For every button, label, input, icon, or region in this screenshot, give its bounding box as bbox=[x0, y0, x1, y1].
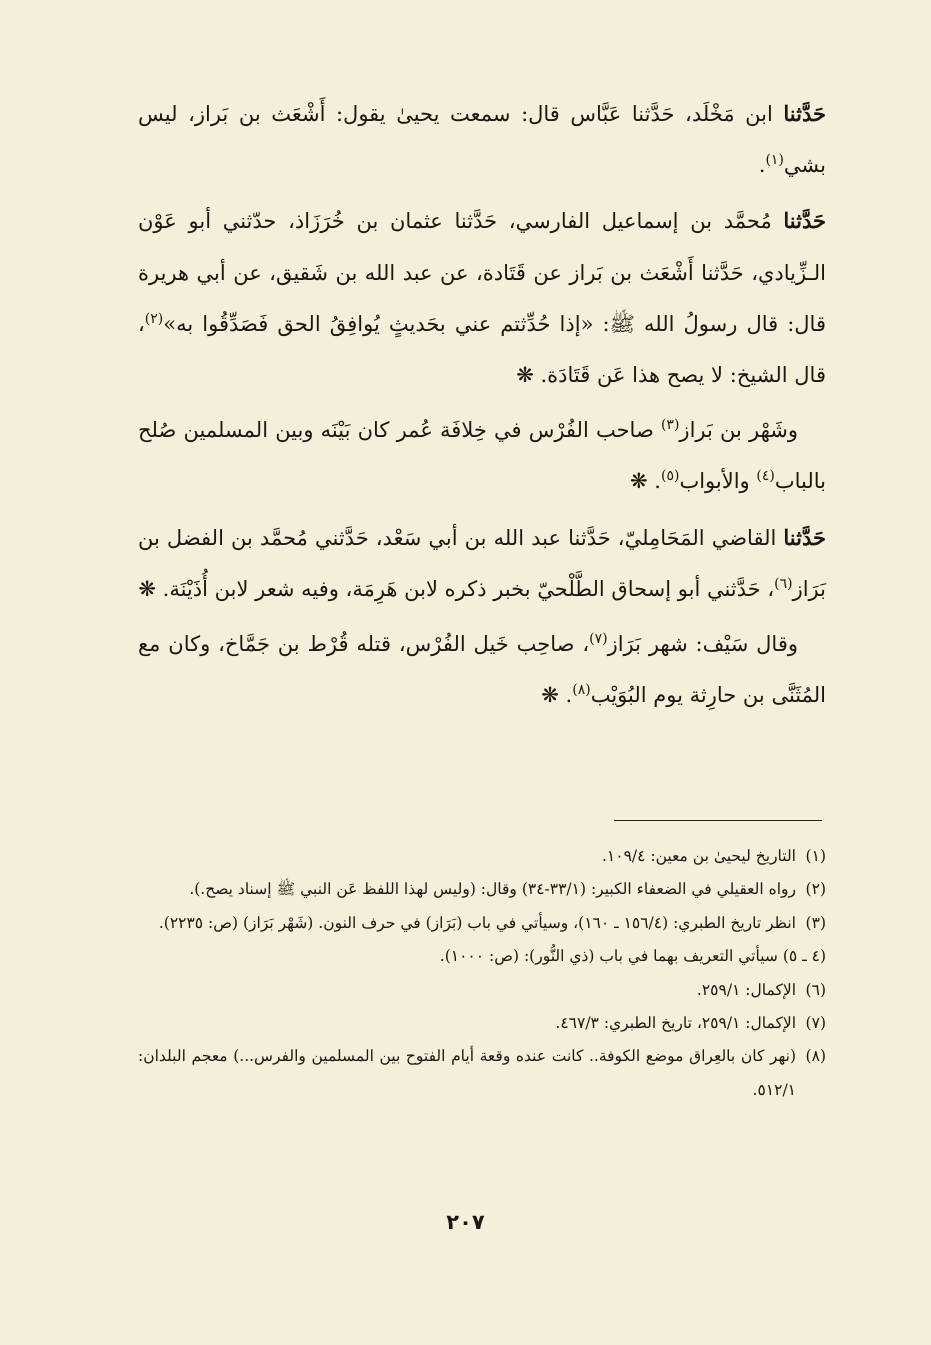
footnote-number: (٦) bbox=[805, 980, 826, 999]
paragraph-lead-word: حَدَّثنا bbox=[783, 101, 826, 126]
footnotes bbox=[138, 840, 826, 1107]
paragraph-text: صاحب الفُرْس في خِلافَة عُمر كان بَيْنَه وبين المسلمين صُلح بالباب bbox=[138, 418, 826, 494]
footnote-number: (٧) bbox=[805, 1014, 826, 1033]
footnote-text: سيأتي التعريف بهما في باب (ذي النُّور): (ص: ١٠٠٠). bbox=[439, 947, 778, 966]
footnote-number: (٢) bbox=[805, 880, 826, 899]
paragraph-text: ابن مَخْلَد، حَدَّثنا عَبَّاس قال: سمعت يحيىٰ يقول: أَشْعَث بن بَراز، ليس بشي bbox=[138, 102, 826, 178]
paragraph-end: . ❋ bbox=[630, 469, 661, 494]
paragraph-1 bbox=[138, 88, 826, 191]
footnote-text: التاريخ ليحيىٰ بن معين: ١٠٩/٤. bbox=[601, 847, 796, 865]
footnote-divider bbox=[614, 820, 822, 821]
footnote-marker: (٢) bbox=[144, 310, 164, 327]
footnote bbox=[138, 1007, 826, 1040]
paragraph-end: . bbox=[758, 153, 766, 178]
footnote bbox=[138, 1040, 826, 1107]
paragraph-4 bbox=[138, 512, 826, 615]
footnote-text: الإكمال: ٢٥٩/١. bbox=[696, 980, 796, 999]
footnote bbox=[138, 940, 826, 973]
footnote-text: الإكمال: ٢٥٩/١، تاريخ الطبري: ٤٦٧/٣. bbox=[555, 1014, 796, 1033]
paragraph-text: والأبواب bbox=[679, 469, 757, 494]
footnote bbox=[138, 907, 826, 940]
paragraph-end: . ❋ bbox=[541, 683, 573, 708]
paragraph-end: ، قال الشيخ: لا يصح هذا عَن قَتَادَة. ❋ bbox=[138, 311, 826, 388]
paragraph-text: وشَهْر بن بَراز bbox=[679, 418, 798, 443]
footnote-number: (٣) bbox=[805, 913, 826, 932]
paragraph-text: ، صاحِب خَيل الفُرْس، قتله قُرْط بن جَمَّاخ، وكان مع المُثَنَّى بن حارِثة يوم البُوَيْب bbox=[138, 632, 826, 708]
paragraph-text: القاضي المَحَامِليّ، حَدَّثنا عبد الله بن أبي سَعْد، حَدَّثني مُحمَّد بن الفضل بن بَرَاز bbox=[138, 525, 826, 601]
footnote-marker: (٧) bbox=[589, 631, 608, 648]
paragraph-text: مُحمَّد بن إسماعيل الفارسي، حَدَّثنا عثمان بن خُرَزَاذ، حدّثني أبو عَوْن الـزِّيادي، حَدَّثنا أَشْعَث بن بَراز عن قَتَادة، عن عبد الله بن شَقيق، عن أبي هريرة قال: قال رسولُ الله ﷺ: «إذا حُدِّثتم عني بحَديثٍ يُوافِقُ الحق فَصَدِّقُوا به» bbox=[138, 209, 826, 336]
footnote-text: رواه العقيلي في الضعفاء الكبير: (٣٣/١-٣٤) وقال: (وليس لهذا اللفظ عَن النبي ﷺ إسناد يصح.). bbox=[189, 880, 796, 899]
footnote bbox=[138, 840, 826, 873]
paragraph-3 bbox=[138, 405, 826, 507]
footnote-marker: (٥) bbox=[660, 468, 680, 485]
footnote bbox=[138, 873, 826, 906]
footnote-text: انظر تاريخ الطبري: (١٥٦/٤ ـ ١٦٠)، وسيأتي في باب (بَرَاز) في حرف النون. (شَهْر بَرَاز) (ص: ٢٢٣٥). bbox=[158, 913, 796, 932]
footnote-marker: (٦) bbox=[774, 575, 793, 592]
main-text bbox=[138, 88, 826, 721]
footnote-marker: (١) bbox=[765, 152, 784, 169]
footnote-marker: (٤) bbox=[756, 468, 775, 485]
footnote-number: (٤ ـ ٥) bbox=[782, 947, 826, 966]
page-number: ٢٠٧ bbox=[446, 1210, 485, 1234]
footnote-number: (١) bbox=[805, 847, 826, 865]
footnote-marker: (٨) bbox=[572, 682, 591, 699]
footnote-marker: (٣) bbox=[660, 417, 680, 434]
paragraph-lead-word: حَدَّثنا bbox=[783, 524, 826, 550]
paragraph-lead-word: حَدَّثنا bbox=[783, 208, 826, 234]
paragraph-end: ، حَدَّثني أبو إسحاق الطَّلْحيّ بخبر ذكره لابن هَرِمَة، وفيه شعر لابن أُذَيْنَة. ❋ bbox=[138, 576, 775, 601]
paragraph-text: وقال سَيْف: شهر بَرَاز bbox=[607, 632, 798, 657]
footnote bbox=[138, 974, 826, 1007]
footnote-number: (٨) bbox=[805, 1047, 826, 1066]
footnote-text: (نهر كان بالعِراق موضع الكوفة.. كانت عنده وقعة أيام الفتوح بين المسلمين والفرس...) معجم البلدان: ٥١٢/١. bbox=[138, 1047, 796, 1099]
paragraph-5 bbox=[138, 619, 826, 721]
paragraph-2 bbox=[138, 195, 826, 401]
